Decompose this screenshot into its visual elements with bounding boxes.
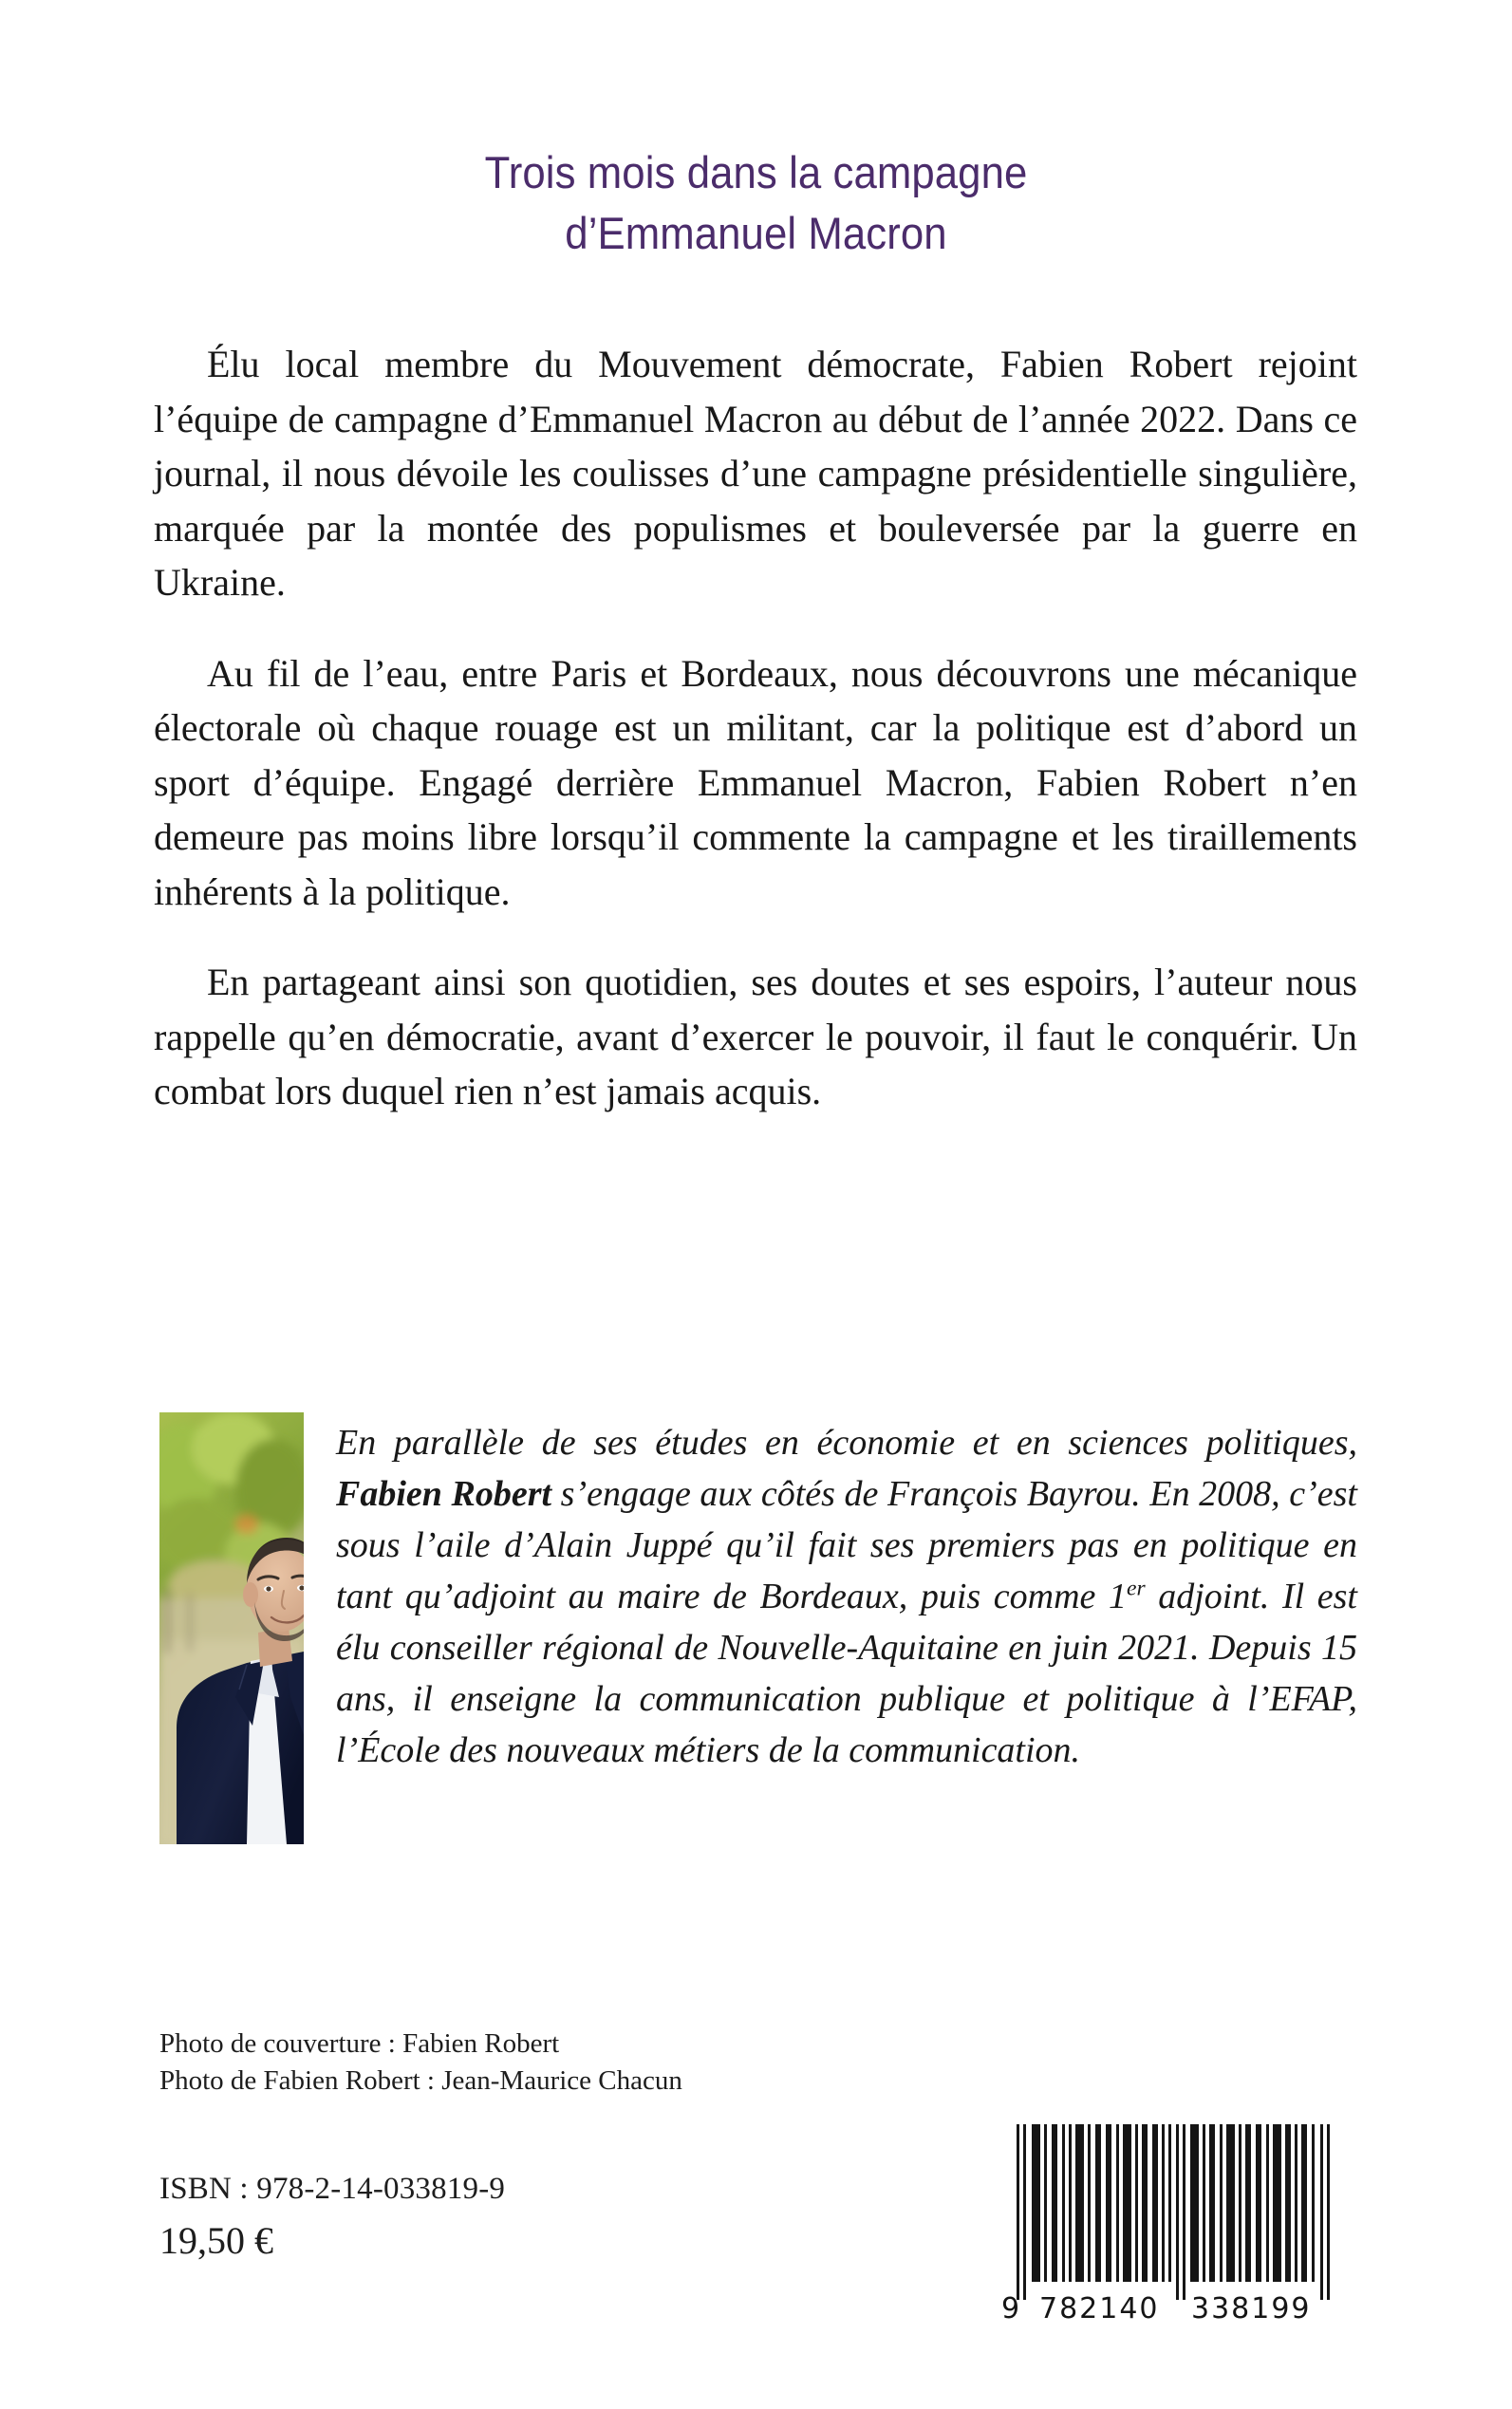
book-title-line-2: d’Emmanuel Macron bbox=[565, 208, 947, 258]
author-bio-text bbox=[336, 1412, 1357, 1776]
photo-credits bbox=[159, 2026, 682, 2100]
isbn-barcode bbox=[1001, 2117, 1343, 2325]
barcode-lead-digit: 9 bbox=[1001, 2292, 1022, 2325]
author-bio-block bbox=[159, 1412, 1357, 1844]
barcode-left-group: 782140 bbox=[1039, 2292, 1160, 2325]
bio-segment-2: s’engage aux côtés de François Bayrou. En 2008, c’est sous l’aile d’Alain Juppé qu’il fait ses premiers pas en politique en tant qu’adjoint au maire de Bordeaux, puis comme 1 bbox=[336, 1474, 1357, 1616]
author-portrait-illustration bbox=[159, 1412, 304, 1844]
author-photo bbox=[159, 1412, 304, 1844]
bio-segment-1: En parallèle de ses études en économie et en sciences politiques, bbox=[336, 1423, 1357, 1463]
ordinal-suffix: er bbox=[1127, 1576, 1146, 1601]
book-title bbox=[0, 142, 1512, 264]
blurb-paragraph-3: En partageant ainsi son quotidien, ses doutes et ses espoirs, l’auteur nous rappelle qu’en démocratie, avant d’exercer le pouvoir, il faut le conquérir. Un combat lors duquel rien n’est jamais acquis. bbox=[154, 961, 1357, 1112]
blurb-paragraph-1: Élu local membre du Mouvement démocrate, Fabien Robert rejoint l’équipe de campagne d’Emmanuel Macron au début de l’année 2022. Dans ce journal, il nous dévoile les coulisses d’une campagne présidentielle singulière, marquée par la montée des populismes et bouleversée par la guerre en Ukraine. bbox=[154, 343, 1357, 604]
book-blurb bbox=[154, 337, 1357, 1119]
book-title-line-1: Trois mois dans la campagne bbox=[484, 147, 1028, 197]
bio-segment-3: adjoint. Il est élu conseiller régional de Nouvelle-Aquitaine en juin 2021. Depuis 15 ans, il enseigne la communication publique et politique à l’EFAP, l’École des nouveaux métiers de la communication. bbox=[336, 1577, 1357, 1770]
blurb-paragraph-2: Au fil de l’eau, entre Paris et Bordeaux, nous découvrons une mécanique électorale où chaque rouage est un militant, car la politique est d’abord un sport d’équipe. Engagé derrière Emmanuel Macron, Fabien Robert n’en demeure pas moins libre lorsqu’il commente la campagne et les tiraillements inhérents à la politique. bbox=[154, 651, 1357, 913]
cover-photo-credit: Photo de couverture : Fabien Robert bbox=[159, 2028, 560, 2059]
author-photo-credit: Photo de Fabien Robert : Jean-Maurice Chacun bbox=[159, 2065, 682, 2096]
isbn-text: ISBN : 978-2-14-033819-9 bbox=[159, 2172, 506, 2206]
price-text: 19,50 € bbox=[159, 2219, 273, 2262]
author-name: Fabien Robert bbox=[336, 1474, 552, 1514]
barcode-right-group: 338199 bbox=[1191, 2292, 1312, 2325]
barcode-graphic bbox=[1001, 2117, 1343, 2325]
